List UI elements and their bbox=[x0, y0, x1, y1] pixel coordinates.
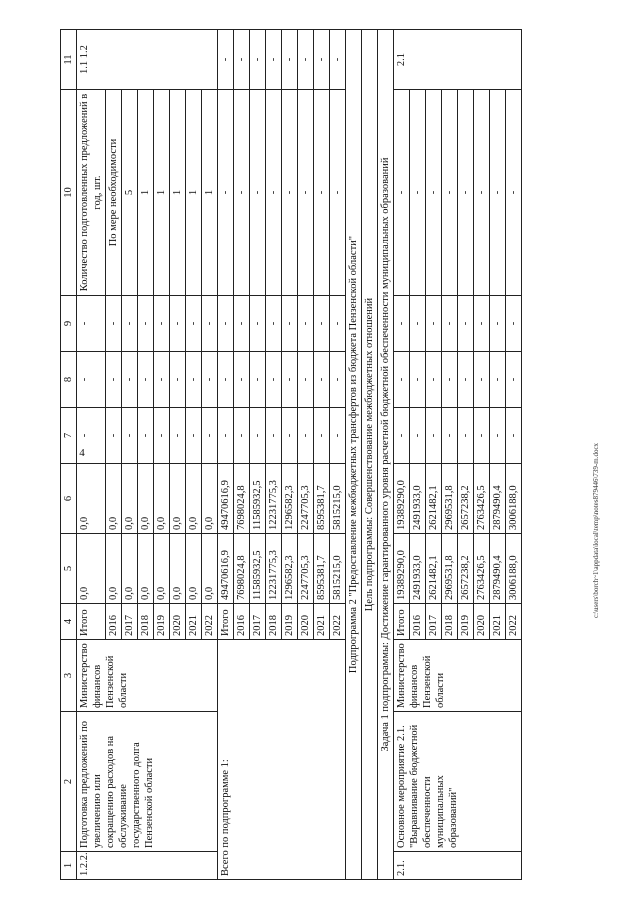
table-cell: - bbox=[314, 408, 330, 464]
table-cell: Количество подготовленных предложений в год, шт. bbox=[77, 90, 106, 296]
table-cell: - bbox=[506, 352, 522, 408]
table-cell: - bbox=[474, 296, 490, 352]
table-cell: - bbox=[426, 90, 442, 296]
table-cell: 5815215,0 bbox=[330, 464, 346, 534]
table-cell: - bbox=[218, 30, 234, 90]
column-header: 4 bbox=[61, 604, 77, 640]
table-cell: - bbox=[410, 408, 426, 464]
table-cell: 2019 bbox=[282, 604, 298, 640]
table-cell: - bbox=[490, 352, 506, 408]
table-cell: 0,0 bbox=[170, 534, 186, 604]
table-cell: 2657238,2 bbox=[458, 534, 474, 604]
table-cell: 2021 bbox=[314, 604, 330, 640]
table-cell: 8595381,7 bbox=[314, 534, 330, 604]
table-cell: - bbox=[234, 352, 250, 408]
table-cell: - bbox=[314, 30, 330, 90]
table-cell: - bbox=[458, 90, 474, 296]
table-cell: - bbox=[506, 408, 522, 464]
table-cell: - bbox=[282, 352, 298, 408]
table-cell: - bbox=[266, 296, 282, 352]
table-cell: - bbox=[298, 30, 314, 90]
table-cell: - bbox=[314, 90, 330, 296]
table-cell: 0,0 bbox=[77, 534, 106, 604]
table-cell: - bbox=[266, 30, 282, 90]
table-cell: - bbox=[282, 296, 298, 352]
table-cell: 2018 bbox=[442, 604, 458, 640]
column-header: 7 bbox=[61, 408, 77, 464]
table-body bbox=[77, 30, 522, 880]
table-cell: - bbox=[490, 408, 506, 464]
table-cell: - bbox=[106, 408, 122, 464]
table-cell: 12231775,3 bbox=[266, 534, 282, 604]
table-cell: - bbox=[410, 90, 426, 296]
table-cell: 0,0 bbox=[77, 464, 106, 534]
table-cell: - bbox=[122, 408, 138, 464]
table-cell: 5 bbox=[122, 90, 138, 296]
table-cell: 2969531,8 bbox=[442, 464, 458, 534]
table-cell: 2016 bbox=[234, 604, 250, 640]
table-cell: - bbox=[458, 408, 474, 464]
section-row bbox=[362, 30, 378, 880]
table-cell: - bbox=[250, 352, 266, 408]
table-cell: - bbox=[474, 408, 490, 464]
table-cell: Основное мероприятие 2.1. "Выравнивание бюджетной обеспеченности муниципальных образований" bbox=[394, 712, 522, 852]
table-cell: 2621482,1 bbox=[426, 464, 442, 534]
table-cell: 49470616,9 bbox=[218, 464, 234, 534]
table-cell: - bbox=[298, 90, 314, 296]
table-cell: 2021 bbox=[186, 604, 202, 640]
table-cell: - bbox=[154, 352, 170, 408]
table-cell: - bbox=[234, 90, 250, 296]
column-header: 3 bbox=[61, 640, 77, 712]
program-table-sheet bbox=[60, 30, 519, 880]
section-row bbox=[346, 30, 362, 880]
table-cell: 2017 bbox=[250, 604, 266, 640]
table-cell: 2763426,5 bbox=[474, 534, 490, 604]
table-cell: Подготовка предложений по увеличению или сокращению расходов на обслуживание государственного долга Пензенской области bbox=[77, 712, 218, 852]
table-cell: - bbox=[170, 352, 186, 408]
table-cell: - bbox=[282, 30, 298, 90]
table-cell: 1 bbox=[138, 90, 154, 296]
table-cell: 12231775,3 bbox=[266, 464, 282, 534]
table-cell: - bbox=[394, 90, 410, 296]
table-cell: 2017 bbox=[426, 604, 442, 640]
table-cell: - bbox=[458, 296, 474, 352]
table-cell: 2019 bbox=[154, 604, 170, 640]
table-cell: 7698024,8 bbox=[234, 534, 250, 604]
table-cell: - bbox=[394, 408, 410, 464]
column-header: 9 bbox=[61, 296, 77, 352]
table-cell: - bbox=[330, 296, 346, 352]
table-cell: - bbox=[282, 90, 298, 296]
table-cell: - bbox=[138, 296, 154, 352]
table-cell: - bbox=[266, 408, 282, 464]
table-cell: - bbox=[330, 408, 346, 464]
table-cell: 0,0 bbox=[154, 534, 170, 604]
table-row bbox=[77, 30, 106, 880]
table-cell: - bbox=[77, 408, 106, 464]
table-cell: - bbox=[410, 352, 426, 408]
table-cell: - bbox=[202, 352, 218, 408]
table-cell: 2.1 bbox=[394, 30, 522, 90]
table-cell: - bbox=[77, 296, 106, 352]
table-cell: Всего по подпрограмме 1: bbox=[218, 640, 346, 880]
table-cell: 19389290,0 bbox=[394, 464, 410, 534]
section-row bbox=[378, 30, 394, 880]
table-cell: - bbox=[106, 352, 122, 408]
table-cell: - bbox=[250, 90, 266, 296]
table-cell: 1 bbox=[154, 90, 170, 296]
table-cell: 2657238,2 bbox=[458, 464, 474, 534]
table-cell: Итого bbox=[77, 604, 106, 640]
table-cell: - bbox=[426, 296, 442, 352]
column-header: 1 bbox=[61, 852, 77, 880]
table-cell: - bbox=[186, 296, 202, 352]
table-row bbox=[394, 30, 410, 880]
table-cell: 2021 bbox=[490, 604, 506, 640]
table-cell: - bbox=[426, 408, 442, 464]
table-cell: 0,0 bbox=[122, 534, 138, 604]
table-cell: - bbox=[170, 296, 186, 352]
table-cell: - bbox=[202, 296, 218, 352]
table-cell: 0,0 bbox=[122, 464, 138, 534]
table-cell: - bbox=[170, 408, 186, 464]
table-cell: - bbox=[77, 352, 106, 408]
column-header: 6 bbox=[61, 464, 77, 534]
table-cell: - bbox=[426, 352, 442, 408]
table-cell: 0,0 bbox=[154, 464, 170, 534]
table-cell: 1.2.2. bbox=[77, 852, 218, 880]
table-row bbox=[218, 30, 234, 880]
table-cell: - bbox=[250, 30, 266, 90]
table-cell: - bbox=[154, 408, 170, 464]
table-cell: 2016 bbox=[410, 604, 426, 640]
table-cell: - bbox=[138, 408, 154, 464]
table-cell: 2019 bbox=[458, 604, 474, 640]
table-cell: 19389290,0 bbox=[394, 534, 410, 604]
header-row bbox=[61, 30, 77, 880]
table-cell: Задача 1 подпрограммы: Достижение гарантированного уровня расчетной бюджетной обеспеченности муниципальных образований bbox=[378, 30, 394, 880]
table-cell: - bbox=[266, 90, 282, 296]
table-cell: - bbox=[330, 90, 346, 296]
table-cell: - bbox=[122, 352, 138, 408]
table-cell: - bbox=[442, 408, 458, 464]
table-cell: 3006188,0 bbox=[506, 534, 522, 604]
table-cell: - bbox=[330, 30, 346, 90]
table-cell: - bbox=[474, 90, 490, 296]
page-number: 4 bbox=[79, 447, 85, 459]
table-cell: - bbox=[122, 296, 138, 352]
table-cell: 2018 bbox=[266, 604, 282, 640]
table-cell: 2247705,3 bbox=[298, 464, 314, 534]
program-table bbox=[60, 29, 522, 880]
table-cell: Итого bbox=[218, 604, 234, 640]
table-cell: - bbox=[474, 352, 490, 408]
table-cell: 8595381,7 bbox=[314, 464, 330, 534]
table-cell: 2017 bbox=[122, 604, 138, 640]
table-cell: 0,0 bbox=[106, 464, 122, 534]
table-cell: - bbox=[394, 296, 410, 352]
table-cell: 2016 bbox=[106, 604, 122, 640]
table-cell: - bbox=[250, 296, 266, 352]
table-cell: 1296582,3 bbox=[282, 534, 298, 604]
table-cell: 1 bbox=[202, 90, 218, 296]
table-cell: 2879490,4 bbox=[490, 464, 506, 534]
table-cell: - bbox=[490, 296, 506, 352]
table-cell: - bbox=[394, 352, 410, 408]
table-cell: 1 bbox=[186, 90, 202, 296]
table-cell: - bbox=[138, 352, 154, 408]
table-cell: - bbox=[218, 296, 234, 352]
table-cell: Министерство финансов Пензенской области bbox=[77, 640, 218, 712]
table-cell: 0,0 bbox=[202, 534, 218, 604]
table-cell: 0,0 bbox=[170, 464, 186, 534]
table-cell: - bbox=[298, 352, 314, 408]
table-cell: - bbox=[202, 408, 218, 464]
table-cell: 5815215,0 bbox=[330, 534, 346, 604]
table-cell: 0,0 bbox=[202, 464, 218, 534]
table-cell: 1.1 1.2 bbox=[77, 30, 218, 90]
table-cell: 2.1. bbox=[394, 852, 522, 880]
table-cell: 7698024,8 bbox=[234, 464, 250, 534]
table-cell: 11585932,5 bbox=[250, 464, 266, 534]
table-cell: - bbox=[314, 352, 330, 408]
table-cell: 0,0 bbox=[138, 534, 154, 604]
table-cell: Министерство финансов Пензенской области bbox=[394, 640, 522, 712]
table-cell: - bbox=[154, 296, 170, 352]
table-cell: - bbox=[458, 352, 474, 408]
table-cell: 49470616,9 bbox=[218, 534, 234, 604]
table-cell: - bbox=[282, 408, 298, 464]
table-cell: 2969531,8 bbox=[442, 534, 458, 604]
table-cell: - bbox=[298, 296, 314, 352]
table-cell: 2491933,0 bbox=[410, 464, 426, 534]
table-cell: Итого bbox=[394, 604, 410, 640]
table-cell: - bbox=[218, 90, 234, 296]
column-header: 10 bbox=[61, 90, 77, 296]
table-cell: 2022 bbox=[506, 604, 522, 640]
table-cell: Цель подпрограммы: Совершенствование межбюджетных отношений bbox=[362, 30, 378, 880]
table-cell: - bbox=[218, 352, 234, 408]
column-header: 11 bbox=[61, 30, 77, 90]
table-cell: 0,0 bbox=[138, 464, 154, 534]
table-cell: 1296582,3 bbox=[282, 464, 298, 534]
table-cell: 2020 bbox=[298, 604, 314, 640]
table-cell: - bbox=[266, 352, 282, 408]
column-header: 5 bbox=[61, 534, 77, 604]
table-cell: 2621482,1 bbox=[426, 534, 442, 604]
table-cell: - bbox=[234, 30, 250, 90]
table-cell: 1 bbox=[170, 90, 186, 296]
table-cell: - bbox=[442, 352, 458, 408]
table-cell: - bbox=[410, 296, 426, 352]
table-cell: 3006188,0 bbox=[506, 464, 522, 534]
table-cell: - bbox=[490, 90, 506, 296]
table-cell: - bbox=[234, 408, 250, 464]
table-cell: 11585932,5 bbox=[250, 534, 266, 604]
table-cell: - bbox=[250, 408, 266, 464]
table-cell: - bbox=[106, 296, 122, 352]
table-cell: 2022 bbox=[202, 604, 218, 640]
table-cell: - bbox=[314, 296, 330, 352]
table-cell: 0,0 bbox=[186, 464, 202, 534]
table-cell: 2022 bbox=[330, 604, 346, 640]
table-cell: 2491933,0 bbox=[410, 534, 426, 604]
table-cell: - bbox=[218, 408, 234, 464]
table-cell: 2020 bbox=[170, 604, 186, 640]
table-cell: По мере необходимости bbox=[106, 90, 122, 296]
table-cell: 2763426,5 bbox=[474, 464, 490, 534]
footer-file-path: c:\users\borch~1\appdata\local\temp\notes879446\739-m.docx bbox=[592, 442, 600, 618]
table-cell: Подпрограмма 2 "Предоставление межбюджетных трансфертов из бюджета Пензенской области" bbox=[346, 30, 362, 880]
table-cell: - bbox=[506, 90, 522, 296]
table-cell: - bbox=[186, 408, 202, 464]
table-cell: 2018 bbox=[138, 604, 154, 640]
table-cell: - bbox=[298, 408, 314, 464]
table-cell: 0,0 bbox=[186, 534, 202, 604]
table-cell: - bbox=[506, 296, 522, 352]
table-cell: 2879490,4 bbox=[490, 534, 506, 604]
table-cell: - bbox=[442, 296, 458, 352]
table-cell: - bbox=[330, 352, 346, 408]
table-cell: - bbox=[186, 352, 202, 408]
table-cell: 2020 bbox=[474, 604, 490, 640]
column-header: 8 bbox=[61, 352, 77, 408]
table-cell: - bbox=[234, 296, 250, 352]
column-header: 2 bbox=[61, 712, 77, 852]
table-cell: 2247705,3 bbox=[298, 534, 314, 604]
table-cell: 0,0 bbox=[106, 534, 122, 604]
table-cell: - bbox=[442, 90, 458, 296]
